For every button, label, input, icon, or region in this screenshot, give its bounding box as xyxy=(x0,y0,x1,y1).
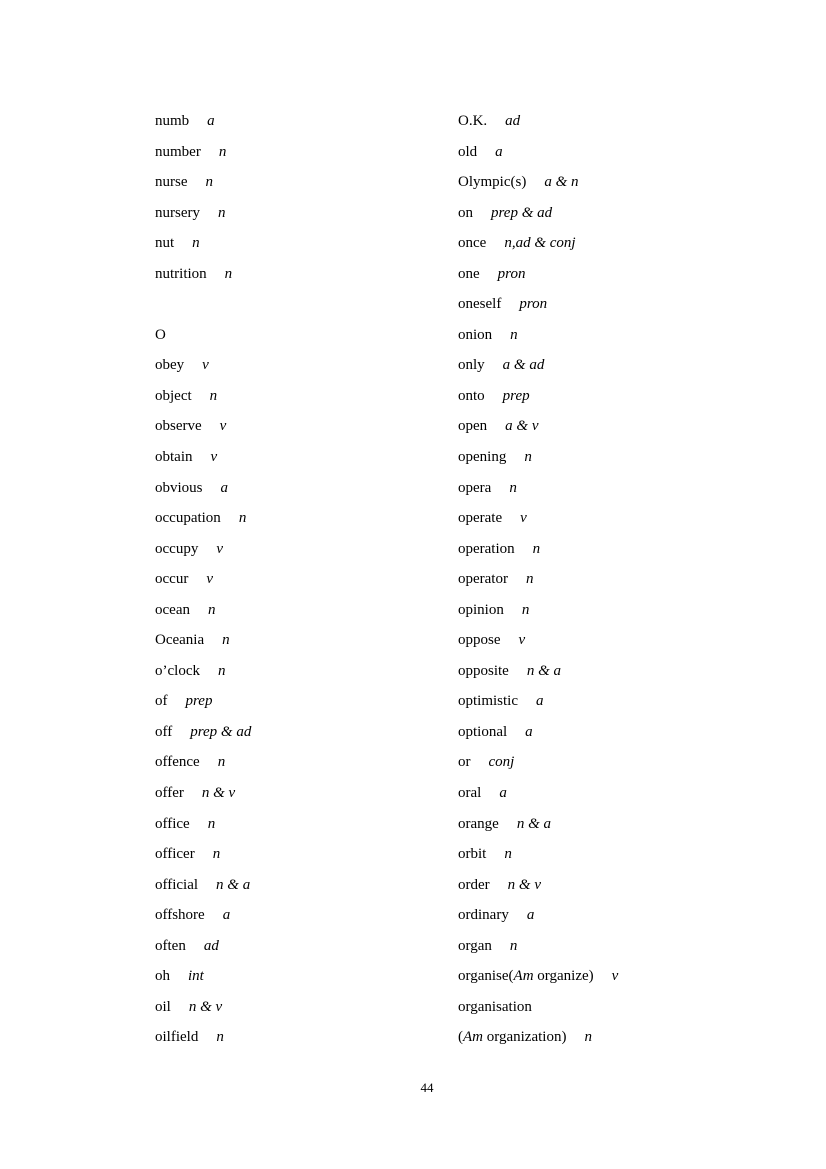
word-entry xyxy=(458,259,761,290)
word-text: officer xyxy=(155,846,195,863)
word-text: offshore xyxy=(155,907,205,924)
word-text: old xyxy=(458,143,478,160)
word-entry xyxy=(458,167,761,198)
pos-tag: v xyxy=(611,968,619,985)
word-entry xyxy=(155,625,458,656)
pos-tag: n xyxy=(207,601,216,618)
word-entry xyxy=(458,534,761,565)
pos-tag: prep & ad xyxy=(190,723,252,740)
word-text: nut xyxy=(155,235,175,252)
word-entry xyxy=(458,320,761,351)
pos-tag: a & n xyxy=(544,174,579,191)
word-text-part: organize) xyxy=(533,968,594,985)
pos-tag: n & a xyxy=(526,662,562,679)
word-entry xyxy=(458,289,761,320)
word-text: opening xyxy=(458,449,507,466)
pos-tag: n xyxy=(509,479,517,496)
word-text-part: organise( xyxy=(458,968,514,985)
word-entry xyxy=(458,564,761,595)
word-text: offence xyxy=(155,754,200,771)
pos-tag: n xyxy=(209,387,218,404)
word-entry xyxy=(155,442,458,473)
pos-tag: prep & ad xyxy=(491,204,553,221)
word-entry xyxy=(155,595,458,626)
pos-tag: n xyxy=(212,846,221,863)
section-letter: O xyxy=(155,326,166,343)
pos-tag: n & v xyxy=(507,876,541,893)
pos-tag: v xyxy=(216,540,223,557)
pos-tag: n,ad & conj xyxy=(504,235,576,252)
word-text: oral xyxy=(458,785,482,802)
word-entry xyxy=(155,809,458,840)
pos-tag: n xyxy=(222,632,230,649)
pos-tag: n xyxy=(192,235,200,252)
word-entry xyxy=(155,350,458,381)
word-text: ocean xyxy=(155,601,190,618)
pos-tag: v xyxy=(219,418,227,435)
pos-tag: n xyxy=(238,510,247,527)
word-entry xyxy=(155,411,458,442)
word-text: open xyxy=(458,418,488,435)
word-entry xyxy=(155,656,458,687)
word-entry xyxy=(458,595,761,626)
word-text: nutrition xyxy=(155,265,207,282)
word-text: nursery xyxy=(155,204,200,221)
word-entry xyxy=(155,106,458,137)
word-entry xyxy=(458,381,761,412)
word-entry xyxy=(155,686,458,717)
word-text: numb xyxy=(155,113,190,129)
word-entry xyxy=(458,625,761,656)
pos-tag: n xyxy=(521,601,530,618)
word-text: obtain xyxy=(155,449,193,466)
word-entry xyxy=(458,411,761,442)
word-entry xyxy=(155,503,458,534)
word-text: organisation xyxy=(458,998,532,1015)
pos-tag: pron xyxy=(497,265,526,282)
word-entry xyxy=(155,228,458,259)
word-text: office xyxy=(155,815,190,832)
pos-tag: a xyxy=(222,907,231,924)
pos-tag: n xyxy=(524,449,532,466)
word-entry xyxy=(155,747,458,778)
word-text: optimistic xyxy=(458,693,518,710)
word-entry xyxy=(458,961,761,992)
pos-tag: n & a xyxy=(516,815,551,832)
pos-tag: ad xyxy=(505,113,521,129)
blank-row xyxy=(155,289,458,320)
word-text: O.K. xyxy=(458,113,488,129)
word-text: operate xyxy=(458,510,503,527)
pos-tag: n & a xyxy=(216,876,251,893)
word-entry xyxy=(155,1022,458,1053)
word-text: one xyxy=(458,265,480,282)
pos-tag: conj xyxy=(488,754,515,771)
word-entry xyxy=(155,717,458,748)
pos-tag: n xyxy=(218,204,226,221)
pos-tag: a xyxy=(525,723,533,740)
word-text: occupation xyxy=(155,510,221,527)
pos-tag: n xyxy=(217,754,226,771)
word-text: or xyxy=(458,754,471,771)
word-entry xyxy=(155,961,458,992)
word-entry xyxy=(458,839,761,870)
word-text: of xyxy=(155,693,168,710)
pos-tag: pron xyxy=(519,296,548,313)
pos-tag: n & v xyxy=(188,998,223,1015)
word-entry xyxy=(458,778,761,809)
word-entry xyxy=(155,473,458,504)
word-text: once xyxy=(458,235,487,252)
word-text: opera xyxy=(458,479,492,496)
word-text-italic-part: Am xyxy=(513,968,534,985)
word-text: number xyxy=(155,143,201,160)
word-entry xyxy=(155,992,458,1023)
pos-tag: v xyxy=(206,571,213,588)
pos-tag: ad xyxy=(203,937,219,954)
word-entry xyxy=(155,198,458,229)
word-text: offer xyxy=(155,785,184,802)
word-text xyxy=(458,968,594,984)
word-entry xyxy=(458,747,761,778)
word-entry xyxy=(458,900,761,931)
word-text-part: organization) xyxy=(483,1029,567,1046)
word-text: o’clock xyxy=(155,662,200,679)
pos-tag: v xyxy=(518,632,526,649)
word-text xyxy=(458,1029,566,1045)
pos-tag: v xyxy=(202,357,209,374)
word-entry xyxy=(458,228,761,259)
pos-tag: a xyxy=(499,785,507,802)
word-text: ordinary xyxy=(458,907,509,924)
word-entry xyxy=(155,931,458,962)
word-entry xyxy=(458,137,761,168)
pos-tag: n xyxy=(224,265,233,282)
word-entry xyxy=(155,534,458,565)
word-text: opposite xyxy=(458,662,509,679)
pos-tag: a & ad xyxy=(502,357,545,374)
page-number: 44 xyxy=(420,1080,434,1095)
pos-tag: n xyxy=(205,174,213,191)
word-text: order xyxy=(458,876,490,893)
word-text: observe xyxy=(155,418,202,435)
word-entry xyxy=(155,778,458,809)
word-entry xyxy=(458,350,761,381)
word-text: orbit xyxy=(458,846,487,863)
word-entry xyxy=(458,992,761,1023)
word-list-right-column xyxy=(458,106,761,1053)
word-text: oneself xyxy=(458,296,502,313)
word-entry xyxy=(155,381,458,412)
word-entry xyxy=(458,931,761,962)
pos-tag: a xyxy=(220,479,229,496)
pos-tag: a xyxy=(526,907,535,924)
word-entry xyxy=(458,198,761,229)
word-text: often xyxy=(155,937,186,954)
word-text: Olympic(s) xyxy=(458,174,527,191)
word-list xyxy=(155,106,765,1053)
word-entry xyxy=(458,717,761,748)
word-text: oil xyxy=(155,998,171,1015)
pos-tag: n xyxy=(510,326,518,343)
word-text: only xyxy=(458,357,485,374)
word-text: obey xyxy=(155,357,185,374)
word-entry xyxy=(458,1022,761,1053)
word-text: onion xyxy=(458,326,493,343)
pos-tag: n xyxy=(216,1029,224,1046)
word-entry xyxy=(155,900,458,931)
pos-tag: n xyxy=(217,662,226,679)
pos-tag: a & v xyxy=(505,418,539,435)
word-text: oilfield xyxy=(155,1029,199,1046)
word-text: occupy xyxy=(155,540,199,557)
word-text: obvious xyxy=(155,479,203,496)
pos-tag: a xyxy=(536,693,544,710)
word-entry xyxy=(155,167,458,198)
pos-tag: a xyxy=(207,113,215,129)
word-entry xyxy=(155,870,458,901)
word-entry xyxy=(458,106,761,137)
pos-tag: n xyxy=(525,571,534,588)
word-text: occur xyxy=(155,571,189,588)
word-text: oppose xyxy=(458,632,501,649)
word-text: organ xyxy=(458,937,492,954)
pos-tag: prep xyxy=(502,387,530,404)
word-entry xyxy=(458,870,761,901)
word-entry xyxy=(458,473,761,504)
word-entry xyxy=(155,259,458,290)
word-entry xyxy=(155,839,458,870)
pos-tag: prep xyxy=(185,693,213,710)
word-entry xyxy=(155,564,458,595)
pos-tag: n & v xyxy=(201,785,236,802)
word-entry xyxy=(458,686,761,717)
pos-tag: a xyxy=(495,143,503,160)
word-entry xyxy=(458,656,761,687)
word-text: operation xyxy=(458,540,515,557)
word-text-italic-part: Am xyxy=(463,1029,483,1046)
word-text: optional xyxy=(458,723,508,740)
word-entry xyxy=(458,442,761,473)
word-text: off xyxy=(155,723,173,740)
pos-tag: n xyxy=(218,143,227,160)
pos-tag: n xyxy=(509,937,518,954)
word-list-left-column xyxy=(155,106,458,1053)
pos-tag: n xyxy=(584,1029,592,1046)
pos-tag: v xyxy=(210,449,218,466)
pos-tag: n xyxy=(207,815,216,832)
word-text: onto xyxy=(458,387,485,404)
pos-tag: v xyxy=(520,510,527,527)
word-text: official xyxy=(155,876,199,893)
word-entry xyxy=(458,809,761,840)
pos-tag: n xyxy=(532,540,541,557)
word-text: Oceania xyxy=(155,632,205,649)
pos-tag: int xyxy=(188,968,204,985)
section-header xyxy=(155,320,458,351)
word-entry xyxy=(458,503,761,534)
word-text-part: ( xyxy=(458,1029,463,1046)
word-text: oh xyxy=(155,968,170,985)
word-text: nurse xyxy=(155,174,188,191)
word-text: object xyxy=(155,387,192,404)
pos-tag: n xyxy=(504,846,512,863)
word-entry xyxy=(155,137,458,168)
word-text: operator xyxy=(458,571,508,588)
word-text: on xyxy=(458,204,473,221)
word-text: opinion xyxy=(458,601,504,618)
word-text: orange xyxy=(458,815,499,832)
